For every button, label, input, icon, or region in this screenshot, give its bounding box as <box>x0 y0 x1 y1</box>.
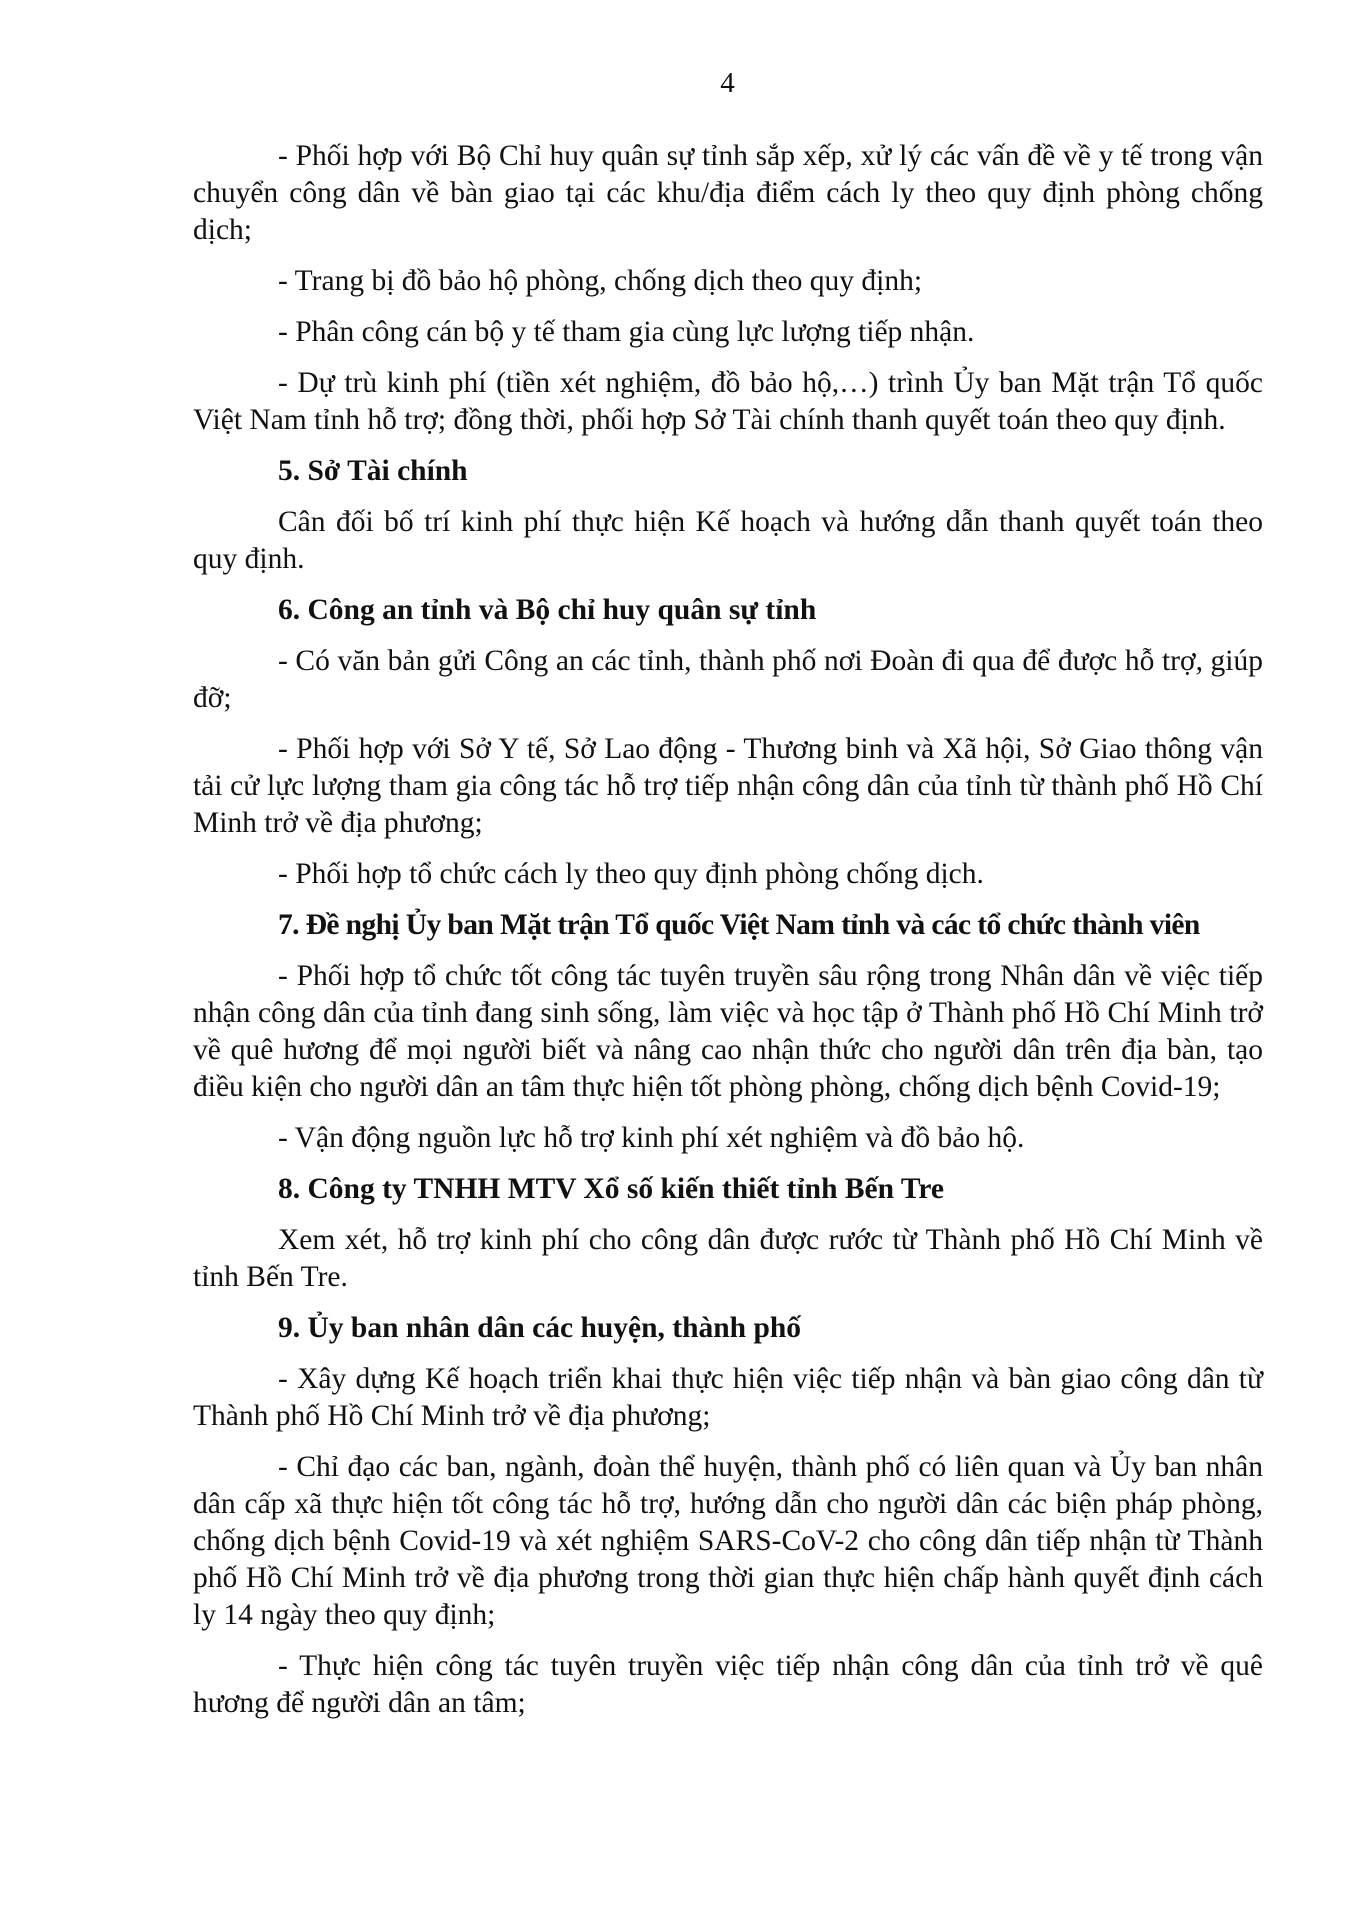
document-body <box>193 138 1263 1736</box>
paragraph-medical-coordination: - Phối hợp với Bộ Chỉ huy quân sự tỉnh sắp xếp, xử lý các vấn đề về y tế trong vận chuyển công dân về bàn giao tại các khu/địa điểm cách ly theo quy định phòng chống dịch; <box>193 140 1263 246</box>
paragraph-assign-medical-staff: - Phân công cán bộ y tế tham gia cùng lực lượng tiếp nhận. <box>278 316 975 348</box>
paragraph-district-plan: - Xây dựng Kế hoạch triển khai thực hiện việc tiếp nhận và bàn giao công dân từ Thành phố Hồ Chí Minh trở về địa phương; <box>193 1363 1263 1432</box>
paragraph-police-coordination: - Phối hợp với Sở Y tế, Sở Lao động - Thương binh và Xã hội, Sở Giao thông vận tải cử lực lượng tham gia công tác hỗ trợ tiếp nhận công dân của tỉnh từ thành phố Hồ Chí Minh trở về địa phương; <box>193 733 1263 839</box>
section-heading-9: 9. Ủy ban nhân dân các huyện, thành phố <box>278 1312 802 1344</box>
page-number: 4 <box>720 67 735 99</box>
section-heading-5: 5. Sở Tài chính <box>278 455 468 487</box>
section-heading-6: 6. Công an tỉnh và Bộ chỉ huy quân sự tỉnh <box>278 594 817 626</box>
section-heading-8: 8. Công ty TNHH MTV Xổ số kiến thiết tỉnh Bến Tre <box>278 1173 945 1205</box>
paragraph-police-letter: - Có văn bản gửi Công an các tỉnh, thành phố nơi Đoàn đi qua để được hỗ trợ, giúp đỡ; <box>193 645 1263 714</box>
paragraph-lottery-support: Xem xét, hỗ trợ kinh phí cho công dân được rước từ Thành phố Hồ Chí Minh về tỉnh Bến Tre. <box>193 1224 1263 1293</box>
paragraph-resource-mobilization: - Vận động nguồn lực hỗ trợ kinh phí xét nghiệm và đồ bảo hộ. <box>278 1122 1025 1154</box>
paragraph-propaganda: - Phối hợp tổ chức tốt công tác tuyên truyền sâu rộng trong Nhân dân về việc tiếp nhận công dân của tỉnh đang sinh sống, làm việc và học tập ở Thành phố Hồ Chí Minh trở về quê hương để mọi người biết và nâng cao nhận thức cho người dân trên địa bàn, tạo điều kiện cho người dân an tâm thực hiện tốt phòng phòng, chống dịch bệnh Covid-19; <box>193 960 1263 1103</box>
section-heading-7: 7. Đề nghị Ủy ban Mặt trận Tổ quốc Việt Nam tỉnh và các tổ chức thành viên <box>278 909 1200 941</box>
paragraph-quarantine-organization: - Phối hợp tổ chức cách ly theo quy định phòng chống dịch. <box>278 858 984 890</box>
paragraph-finance-balance: Cân đối bố trí kinh phí thực hiện Kế hoạch và hướng dẫn thanh quyết toán theo quy định. <box>193 506 1263 575</box>
paragraph-protective-equipment: - Trang bị đồ bảo hộ phòng, chống dịch theo quy định; <box>278 265 923 297</box>
paragraph-district-propaganda: - Thực hiện công tác tuyên truyền việc tiếp nhận công dân của tỉnh trở về quê hương để người dân an tâm; <box>193 1650 1263 1719</box>
paragraph-budget-estimate: - Dự trù kinh phí (tiền xét nghiệm, đồ bảo hộ,…) trình Ủy ban Mặt trận Tổ quốc Việt Nam tỉnh hỗ trợ; đồng thời, phối hợp Sở Tài chính thanh quyết toán theo quy định. <box>193 367 1263 436</box>
paragraph-district-direction: - Chỉ đạo các ban, ngành, đoàn thể huyện, thành phố có liên quan và Ủy ban nhân dân cấp xã thực hiện tốt công tác hỗ trợ, hướng dẫn cho người dân các biện pháp phòng, chống dịch bệnh Covid-19 và xét nghiệm SARS-CoV-2 cho công dân tiếp nhận từ Thành phố Hồ Chí Minh trở về địa phương trong thời gian thực hiện chấp hành quyết định cách ly 14 ngày theo quy định; <box>193 1451 1263 1631</box>
